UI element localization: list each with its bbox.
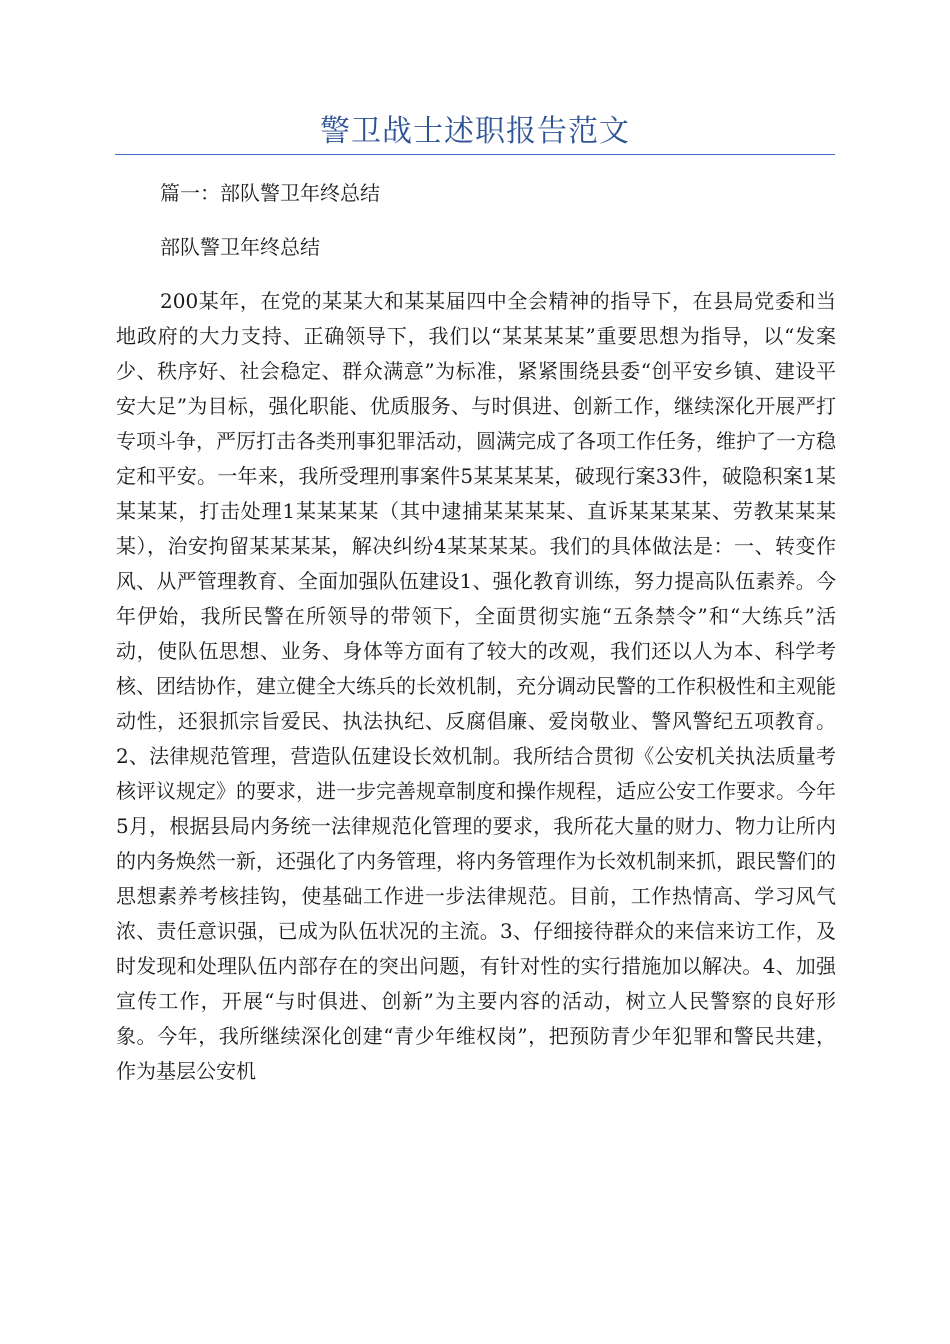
sub-heading: 部队警卫年终总结 [160, 235, 320, 259]
document-title: 警卫战士述职报告范文 [320, 114, 630, 149]
title-underline [115, 154, 835, 155]
body-paragraph: 200某年，在党的某某大和某某届四中全会精神的指导下，在县局党委和当地政府的大力支持、正确领导下，我们以“某某某某”重要思想为指导，以“发案少、秩序好、社会稳定、群众满意”为标准，紧紧围绕县委“创平安乡镇、建设平安大足”为目标，强化职能、优质服务、与时俱进、创新工作，继续深化开展严打专项斗争，严厉打击各类刑事犯罪活动，圆满完成了各项工作任务，维护了一方稳定和平安。一年来，我所受理刑事案件5某某某某，破现行案33件，破隐积案1某某某某，打击处理1某某某某（其中逮捕某某某某、直诉某某某某、劳教某某某某），治安拘留某某某某，解决纠纷4某某某某。我们的具体做法是：一、转变作风、从严管理教育、全面加强队伍建设1、强化教育训练，努力提高队伍素养。今年伊始，我所民警在所领导的带领下，全面贯彻实施“五条禁令”和“大练兵”活动，使队伍思想、业务、身体等方面有了较大的改观，我们还以人为本、科学考核、团结协作，建立健全大练兵的长效机制，充分调动民警的工作积极性和主观能动性，还狠抓宗旨爱民、执法执纪、反腐倡廉、爱岗敬业、警风警纪五项教育。2、法律规范管理，营造队伍建设长效机制。我所结合贯彻《公安机关执法质量考核评议规定》的要求，进一步完善规章制度和操作规程，适应公安工作要求。今年5月，根据县局内务统一法律规范化管理的要求，我所花大量的财力、物力让所内的内务焕然一新，还强化了内务管理，将内务管理作为长效机制来抓，跟民警们的思想素养考核挂钩，使基础工作进一步法律规范。目前，工作热情高、学习风气浓、责任意识强，已成为队伍状况的主流。3、仔细接待群众的来信来访工作，及时发现和处理队伍内部存在的突出问题，有针对性的实行措施加以解决。4、加强宣传工作，开展“与时俱进、创新”为主要内容的活动，树立人民警察的良好形象。今年，我所继续深化创建“青少年维权岗”，把预防青少年犯罪和警民共建，作为基层公安机 [116, 289, 836, 1083]
section-heading: 篇一：部队警卫年终总结 [160, 181, 380, 205]
